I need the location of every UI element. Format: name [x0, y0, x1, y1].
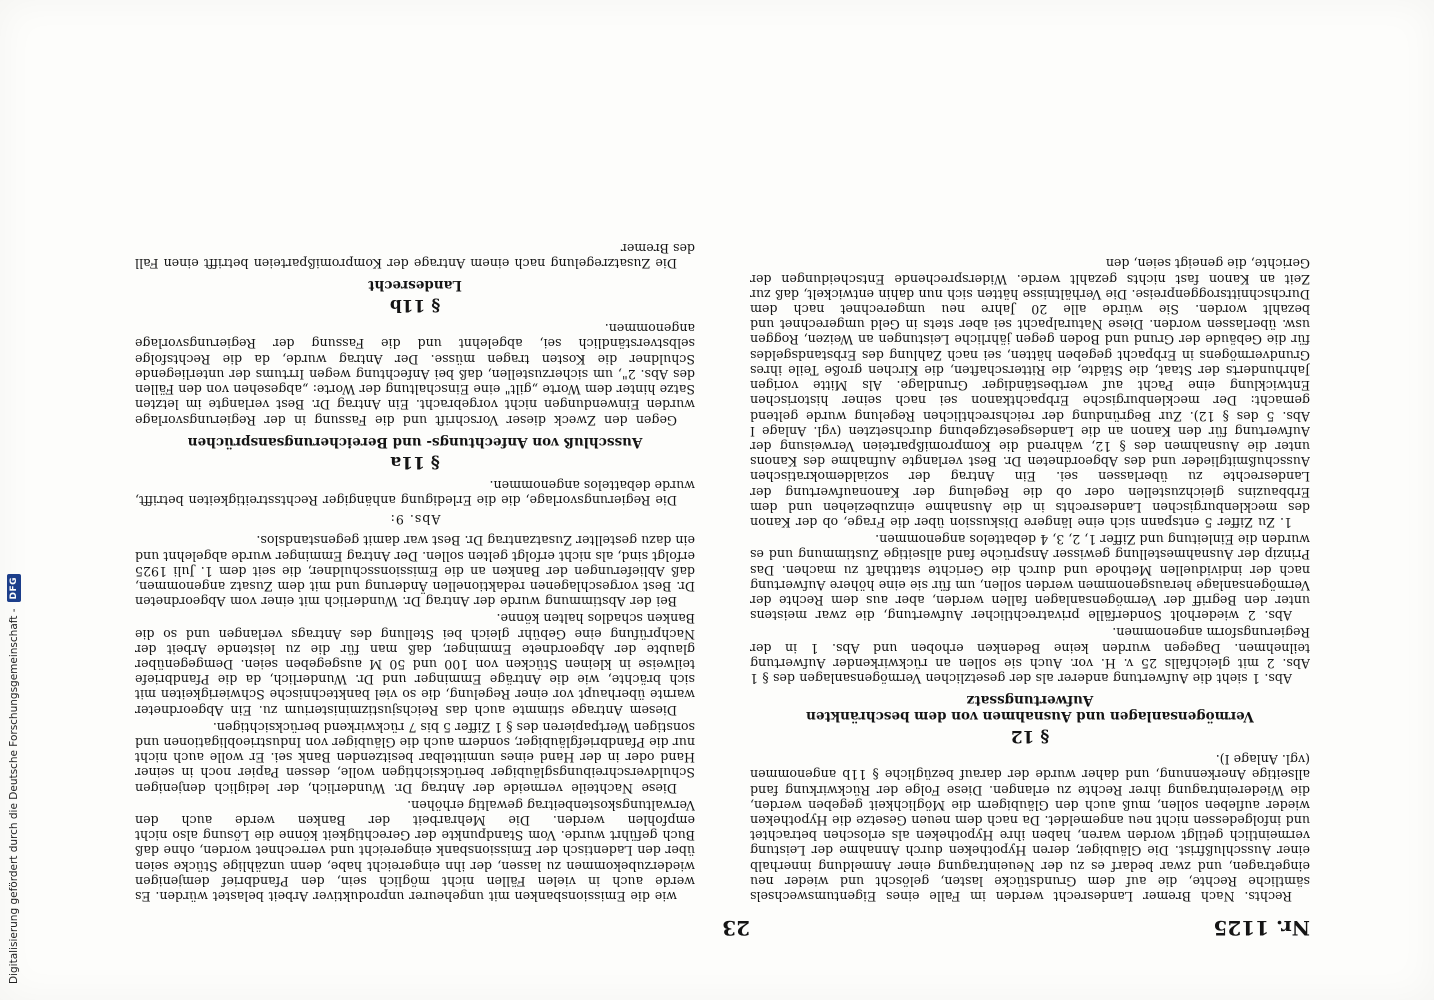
body-paragraph: Diesem Antrage stimmte auch das Reichsjustizministerium zu. Ein Abgeordneter warnte überhaupt vor einer Regelung, die so viel banktechnische Schwierigkeiten mit sich brächte, wie die Anträge Emminger und Dr. Wunderlich, da die Pfandbriefe teilweise in kleinen Stücken von 100 und 50 M ausgegeben seien. Demgegenüber glaubte der Abgeordnete Emminger, daß man für die zu leistende Arbeit der Nachprüfung eine Gebühr gleich bei Stellung des Antrags verlangen und so die Banken schadlos halten könne.: [135, 611, 695, 718]
credit-text: Digitalisierung gefördert durch die Deutsche Forschungsgemeinschaft -: [8, 608, 20, 984]
body-paragraph: Abs. 1 sieht die Aufwertung anderer als der gesetzlichen Vermögensanlagen des § 1 Abs. 2 mit gleichfalls 25 v. H. vor. Auch sie sollen an rückwirkender Aufwertung teilnehmen. Dagegen wurden keine Bedenken erhoben und Abs. 1 in der Regierungsform angenommen.: [750, 625, 1310, 686]
body-paragraph: Gegen den Zweck dieser Vorschrift und die Fassung in der Regierungsvorlage wurden Einwendungen nicht vorgebracht. Ein Antrag Dr. Best verlangte im letzten Satze hinter dem Worte „gilt" eine Einschaltung der Worte: „abgesehen von den Fällen des Abs. 2", um sicherzustellen, daß bei Anfechtung wegen Irrtums der unterliegende Schuldner die Kosten tragen müsse. Der Antrag wurde, da die Rechtsfolge selbstverständlich sei, abgelehnt und die Fassung der Regierungsvorlage angenommen.: [135, 321, 695, 428]
dfg-logo-icon: DFG: [7, 574, 21, 603]
section-subheading: Vermögensanlagen und Ausnahmen von dem beschränkten Aufwertungssatz: [806, 691, 1254, 724]
body-paragraph: wie die Emissionsbanken mit ungeheurer unproduktiver Arbeit belastet würden. Es werde auch in vielen Fällen nicht möglich sein, den Pfandbrief demjenigen wiederzubekommen zu lassen, der ihn eingereicht habe, denn unzählige Stücke seien über den Ladentisch der Emissionsbank eingereicht und verrechnet worden, ohne daß Buch geführt wurde. Vom Standpunkte der Gerechtigkeit könne die Lösung also nicht empfohlen werden. Die Mehrarbeit der Banken werde auch den Verwaltungskostenbeitrag gewaltig erhöhen.: [135, 797, 695, 904]
section-heading: § 12: [1010, 725, 1050, 746]
issue-number: Nr. 1125: [1213, 916, 1310, 940]
body-paragraph: 1. Zu Ziffer 5 entspann sich eine längere Diskussion über die Frage, ob der Kanon des mecklenburgischen Landesrechts in die Ausnahme einzubeziehen und dem Erbbauzins gleichzustellen oder ob die Regelung der Kanonaufwertung der Landesrechte zu überlassen sei. Ein Antrag der sozialdemokratischen Ausschußmitglieder und des Abgeordneten Dr. Best verlangte Aufnahme des Kanons unter die Ausnahmen des § 12, während die Kompromißparteien Verweisung der Aufwertung für den Kanon an die Landesgesetzgebung durchsetzten (vgl. Anlage I Abs. 5 des § 12). Zur Begründung der reichsrechtlichen Regelung wurde geltend gemacht: Der mecklenburgische Erbpachtkanon sei nach seiner historischen Entwicklung eine Pacht auf wertbeständiger Grundlage. Als Mitte vorigen Jahrhunderts der Staat, die Städte, die Ritterschaften, die Kirchen große Teile ihres Grundvermögens in Erbpacht gegeben hätten, sei nach Zahlung des Erbstandsgeldes für die Gebäude der Grund und Boden gegen jährliche Leistungen an Weizen, Roggen usw. überlassen worden. Diese Naturalpacht sei aber stets in Geld umgerechnet und bezahlt worden. Sie würde alle 20 Jahre neu umgerechnet nach dem Durchschnittsroggenpreise. Die Verhältnisse hätten sich nun dahin entwickelt, daß zur Zeit an Kanon fast nichts gezahlt werde. Widersprechende Entscheidungen der Gerichte, die geneigt seien, den: [750, 256, 1310, 530]
body-paragraph: Rechts. Nach Bremer Landesrecht werden im Falle eines Eigentumswechsels sämtliche Rechte, die auf dem Grundstücke lasten, gelöscht und wieder neu eingetragen, und zwar bedarf es zu der Neueintragung einer Anmeldung innerhalb einer Ausschlußfrist. Die Gläubiger, deren Hypotheken durch Annahme der Leistung vermeintlich getilgt worden waren, haben ihre Hypotheken als erloschen betrachtet und infolgedessen nicht neu angemeldet. Da nach dem neuen Gesetze die Hypotheken wieder aufleben sollen, muß auch den Gläubigern die Möglichkeit gegeben werden, die Wiedereintragung ihrer Rechte zu erlangen. Diese Folge der Rückwirkung fand allseitige Anerkennung, und daher wurde der darauf bezügliche § 11b angenommen (vgl. Anlage I).: [750, 752, 1310, 904]
digitization-credit: [0, 0, 28, 1000]
paragraph-label: Abs. 9:: [389, 512, 441, 528]
text-column-right: [135, 90, 695, 904]
section-subheading: Ausschluß von Anfechtungs- und Bereicherungsansprüchen: [187, 433, 643, 450]
page-number: 23: [722, 916, 750, 940]
body-paragraph: Bei der Abstimmung wurde der Antrag Dr. Wunderlich mit einer vom Abgeordneten Dr. Best vorgeschlagenen redaktionellen Änderung und mit dem Zusatz angenommen, daß Ablieferungen der Banken an die Emissionsschuldner, die seit dem 1. Juli 1925 erfolgt sind, als nicht erfolgt gelten sollen. Der Antrag Emminger wurde abgelehnt und ein dazu gestellter Zusatzantrag Dr. Best war damit gegenstandslos.: [135, 533, 695, 610]
body-paragraph: Die Regierungsvorlage, die die Erledigung anhängiger Rechtsstreitigkeiten betrifft, wurde debattelos angenommen.: [135, 477, 695, 508]
section-heading: § 11b: [389, 295, 441, 316]
section-subheading: Landesrecht: [368, 277, 462, 294]
credit-line: [0, 16, 28, 984]
section-heading: § 11a: [390, 451, 440, 472]
page-sheet: [135, 90, 1310, 940]
body-paragraph: Diese Nachteile vermeide der Antrag Dr. Wunderlich, der lediglich denjenigen Schuldverschreibungsgläubiger berücksichtigen wolle, dessen Papier noch in seiner Hand oder in der Hand eines unmittelbar besitzenden Bank sei. Er wolle auch nicht nur die Pfandbriefgläubiger, sondern auch die Gläubiger von Industrieobligationen und sonstigen Wertpapieren des § 1 Ziffer 5 bis 7 rückwirkend berücksichtigen.: [135, 719, 695, 796]
body-paragraph: Abs. 2 wiederholt Sonderfälle privatrechtlicher Aufwertung, die zwar meistens unter den Begriff der Vermögensanlagen fallen werden, aber aus dem Rechte der Vermögensanlage herausgenommen werden sollen, um für sie eine höhere Aufwertung nach der individuellen Methode und durch die Gerichte statthaft zu machen. Das Prinzip der Ausnahmestellung gewisser Ansprüche fand allseitige Zustimmung und es wurden die Einleitung und Ziffer 1, 2, 3, 4 debattelos angenommen.: [750, 532, 1310, 624]
running-head: [135, 914, 1310, 940]
text-column-left: [750, 90, 1310, 904]
body-paragraph: Die Zusatzregelung nach einem Antrage der Kompromißparteien betrifft einen Fall des Bremer: [135, 240, 695, 272]
